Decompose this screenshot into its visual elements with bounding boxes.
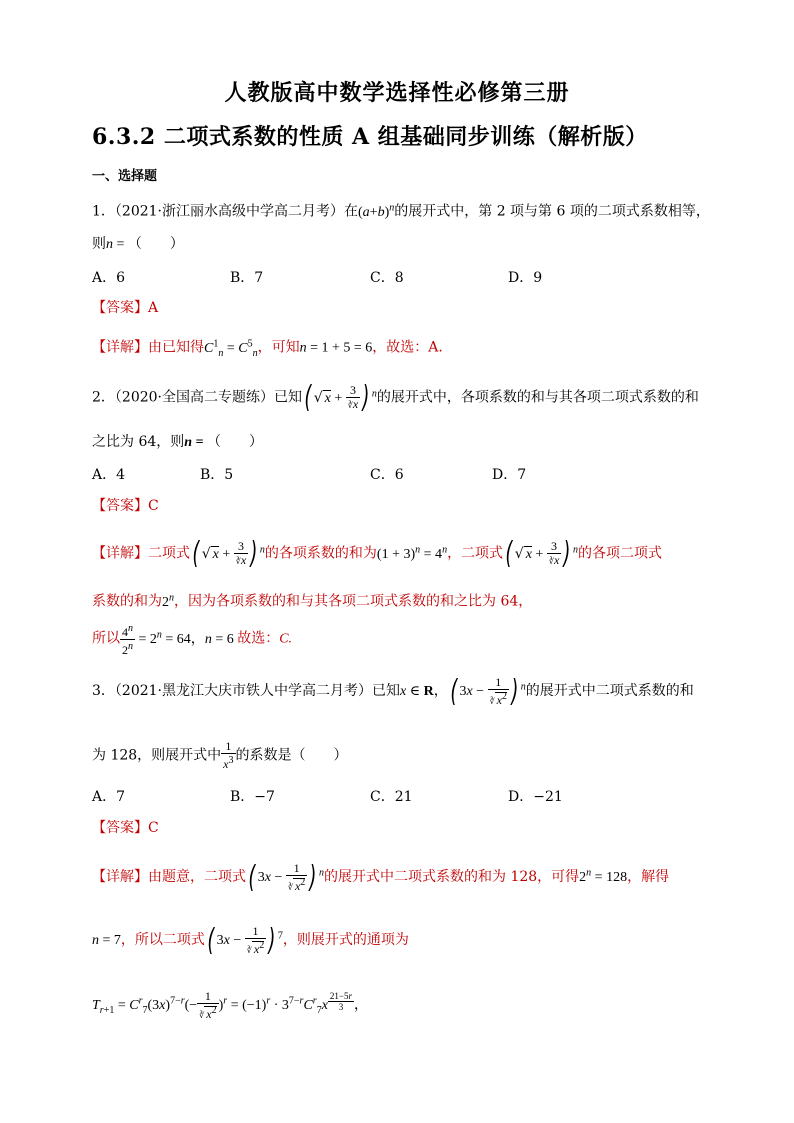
question-2-stem: 2．（2020·全国高二专题练）已知( √ x + $\frac{3}{∛x}$ ) $^n$的展开式中，各项系数的和与其各项二项式系数的和: [92, 380, 699, 416]
math-expr: $(a+b)^n$: [358, 202, 395, 220]
option-d: D．9: [508, 270, 543, 286]
option-c: C．8: [370, 270, 404, 286]
option-a: A．7: [92, 789, 126, 805]
option-d: D．−21: [508, 789, 563, 805]
question-3-stem-cont: 为 128，则展开式中 $\frac{1}{x^3}$ 的系数是（ ）: [92, 739, 348, 771]
answer-3: 【答案】C: [92, 820, 159, 836]
question-1-stem-cont: 则n = （ ）: [92, 236, 184, 252]
question-2-stem-cont: 之比为 64，则n = （ ）: [92, 434, 264, 450]
answer-2: 【答案】C: [92, 498, 159, 514]
detail-2-cont2: 所以 $\frac{4^n}{2^n}$ = $2^n = 64$，n = 6 故选：C.: [92, 623, 293, 657]
option-c: C．6: [370, 467, 404, 483]
detail-2-cont: 系数的和为2$^n$，因为各项系数的和与其各项二项式系数的和之比为 64，: [92, 592, 533, 610]
option-a: A．6: [92, 270, 126, 286]
option-b: B．5: [200, 467, 234, 483]
detail-3-formula: $T_{r+1} = C^r_7(3x)^{7-r}(-$ $\frac{1}{∛ x^2}$ )$^r = (-1)^r \cdot 3^{7-r}C^r_7x$ $^{\frac{21-5r}{3}}$ ，: [92, 989, 368, 1021]
question-1-stem: 1．（2021·浙江丽水高级中学高二月考）在$(a+b)^n$的展开式中，第 2 项与第 6 项的二项式系数相等，: [92, 202, 710, 220]
detail-1: 【详解】由已知得$C^1_n = C^5_n$，可知n = 1 + 5 = 6，故选：A.: [92, 338, 443, 359]
answer-1: 【答案】A: [92, 300, 159, 316]
detail-3-cont: n = 7，所以二项式( 3x − $\frac{1}{∛ x^2}$ ) $^7$，则展开式的通项为: [92, 923, 409, 958]
document-title: 人教版高中数学选择性必修第三册: [224, 80, 570, 106]
option-d: D．7: [492, 467, 527, 483]
document-subtitle: 6.3.2 二项式系数的性质 A 组基础同步训练（解析版）: [92, 124, 648, 150]
option-a: A．4: [92, 467, 126, 483]
detail-2: 【详解】二项式( √ x + $\frac{3}{∛x}$ ) $^n$的各项系数的和为$(1 + 3)^n = 4^n$，二项式( √ x + $\frac{3}{∛x}$ ) $^n$的各项二项式: [92, 536, 662, 572]
section-heading: 一、选择题: [92, 169, 158, 184]
question-3-stem: 3．（2021·黑龙江大庆市铁人中学高二月考）已知x ∈ R，( 3x − $\frac{1}{∛ x^2}$ ) $^n$的展开式中二项式系数的和: [92, 674, 694, 709]
option-b: B．−7: [230, 789, 275, 805]
detail-3: 【详解】由题意，二项式( 3x − $\frac{1}{∛ x^2}$ ) $^n$的展开式中二项式系数的和为 128，可得$2^n = 128$，解得: [92, 860, 670, 895]
option-c: C．21: [370, 789, 413, 805]
option-b: B．7: [230, 270, 264, 286]
